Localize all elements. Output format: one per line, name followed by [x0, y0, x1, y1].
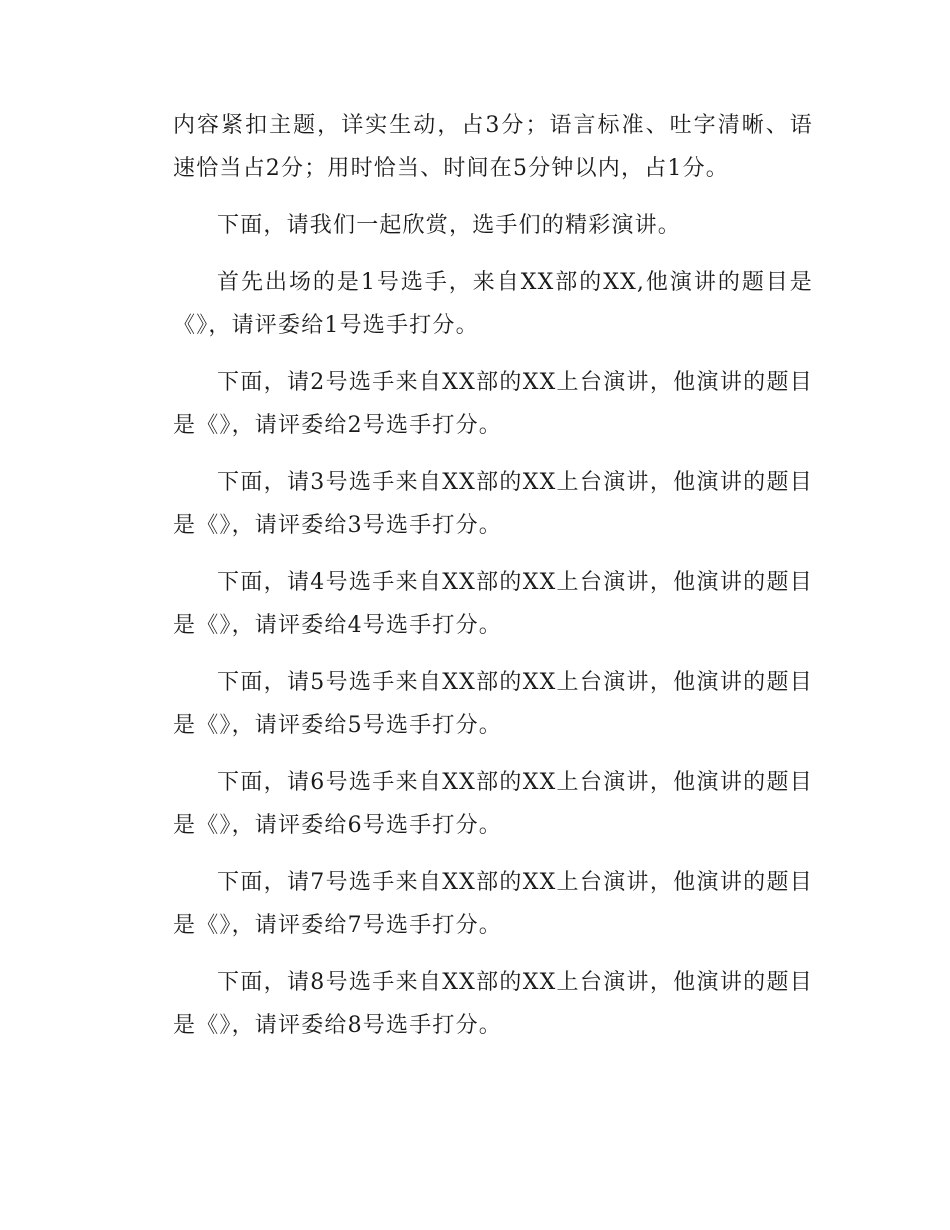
paragraph-contestant-6: 下面，请6号选手来自XX部的XX上台演讲，他演讲的题目是《》，请评委给6号选手打分。	[173, 770, 813, 838]
paragraph-contestant-8: 下面，请8号选手来自XX部的XX上台演讲，他演讲的题目是《》，请评委给8号选手打分。	[173, 970, 813, 1038]
paragraph-contestant-7: 下面，请7号选手来自XX部的XX上台演讲，他演讲的题目是《》，请评委给7号选手打分。	[173, 870, 813, 938]
paragraph-intro: 下面，请我们一起欣赏，选手们的精彩演讲。	[217, 213, 682, 238]
document-page	[173, 104, 813, 1061]
paragraph-contestant-2: 下面，请2号选手来自XX部的XX上台演讲，他演讲的题目是《》，请评委给2号选手打分。	[173, 370, 813, 438]
paragraph-contestant-4: 下面，请4号选手来自XX部的XX上台演讲，他演讲的题目是《》，请评委给4号选手打分。	[173, 570, 813, 638]
paragraph-contestant-1: 首先出场的是1号选手，来自XX部的XX,他演讲的题目是《》，请评委给1号选手打分。	[173, 270, 813, 338]
paragraph-contestant-5: 下面，请5号选手来自XX部的XX上台演讲，他演讲的题目是《》，请评委给5号选手打分。	[173, 670, 813, 738]
paragraph-scoring-criteria: 内容紧扣主题，详实生动，占3分；语言标准、吐字清晰、语速恰当占2分；用时恰当、时间在5分钟以内，占1分。	[173, 113, 813, 181]
paragraph-contestant-3: 下面，请3号选手来自XX部的XX上台演讲，他演讲的题目是《》，请评委给3号选手打分。	[173, 470, 813, 538]
